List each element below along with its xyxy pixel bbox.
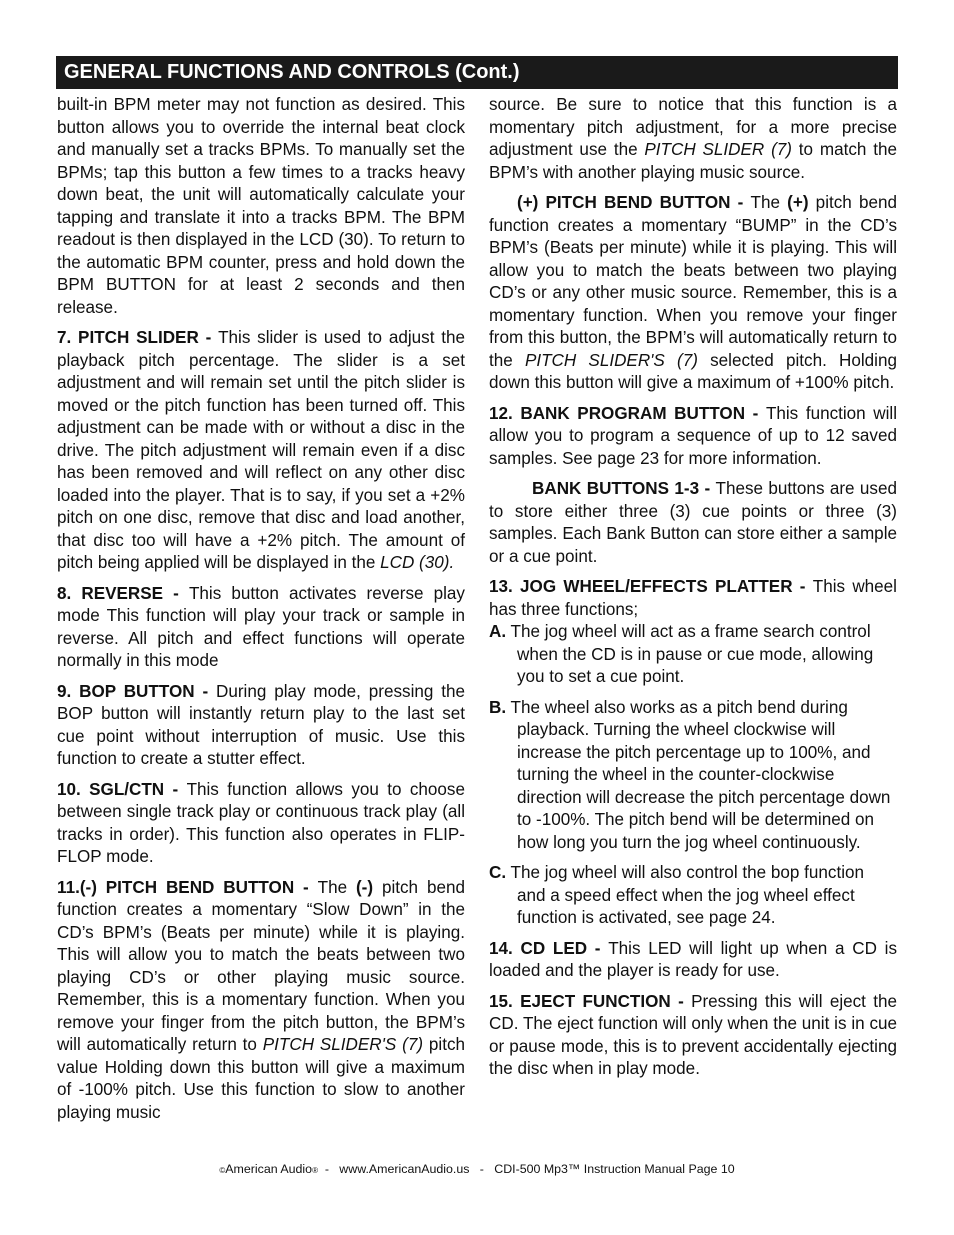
left-column	[57, 94, 465, 1132]
jog-wheel-heading: 13. JOG WHEEL/EFFECTS PLATTER -	[489, 577, 813, 596]
paragraph-reverse: 8. REVERSE - This button activates reverse play mode This function will play your track or sample in reverse. All pitch and effect functions will operate normally in this mode	[57, 583, 465, 670]
list-item: A. The jog wheel will act as a frame search control when the CD is in pause or cue mode, allowing you to set a cue point.	[489, 622, 874, 686]
sgl-ctn-heading: 10. SGL/CTN -	[57, 779, 187, 799]
eject-heading: 15. EJECT FUNCTION -	[489, 991, 692, 1011]
paragraph-plus-pitch-bend: (+) PITCH BEND BUTTON - The (+) pitch bend function creates a momentary “BUMP” in the CD’s BPM’s (Beats per minute) while it is playing. This will allow you to match the beats between two playing CD’s or any other music source. Remember, this is a momentary function. When you remove your finger from this button, the BPM’s will automatically return to the PITCH SLIDER'S (7) selected pitch. Holding down this button will give a maximum of +100% pitch.	[489, 193, 897, 392]
cd-led-heading: 14. CD LED -	[489, 938, 609, 958]
bank-buttons-heading: BANK BUTTONS 1-3 -	[532, 479, 716, 498]
copyright-symbol: ©	[219, 1166, 226, 1175]
paragraph-cd-led: 14. CD LED - This LED will light up when a CD is loaded and the player is ready for use.	[489, 938, 897, 980]
minus-pitch-bend-heading: 11.(-) PITCH BEND BUTTON -	[57, 877, 318, 897]
registered-symbol: ®	[312, 1166, 318, 1175]
paragraph-bop-button: 9. BOP BUTTON - During play mode, pressing the BOP button will instantly return play to the last set cue point without interruption of music. Use this function to create a stutter effect.	[57, 681, 465, 768]
paragraph-minus-pitch-bend: 11.(-) PITCH BEND BUTTON - The (-) pitch bend function creates a momentary “Slow Down” in the CD’s BPM’s (Beats per minute) while it is playing. This will allow you to match the beats between two playing CD’s or other playing music source. Remember, this is a momentary function. When you remove your finger from the pitch button, the BPM’s will automatically return to PITCH SLIDER'S (7) pitch value Holding down this button will give a maximum of -100% pitch. Use this function to slow to another playing music	[57, 877, 466, 1122]
paragraph-sgl-ctn: 10. SGL/CTN - This function allows you to choose between single track play or continuous track play (all tracks in order). This function also operates in FLIP-FLOP mode.	[57, 779, 465, 866]
page-footer	[0, 1162, 954, 1176]
footer-brand: American Audio	[225, 1162, 313, 1176]
list-item: C. The jog wheel will also control the bop function and a speed effect when the jog wheel effect function is activated, see page 24.	[489, 863, 865, 927]
footer-text: - www.AmericanAudio.us - CDI-500 Mp3™ Instruction Manual Page 10	[317, 1162, 735, 1176]
paragraph-eject: 15. EJECT FUNCTION - Pressing this will eject the CD. The eject function will only when the unit is in cue or pause mode, this is to prevent accidentally ejecting the disc when in play mode.	[489, 991, 897, 1078]
section-title: GENERAL FUNCTIONS AND CONTROLS (Cont.)	[64, 61, 520, 83]
reverse-heading: 8. REVERSE -	[57, 583, 189, 603]
section-header	[56, 56, 898, 89]
bank-program-heading: 12. BANK PROGRAM BUTTON -	[489, 403, 766, 423]
bop-button-heading: 9. BOP BUTTON -	[57, 681, 216, 701]
paragraph-continued: source. Be sure to notice that this function is a momentary pitch adjustment, for a more precise adjustment use the PITCH SLIDER (7) to match the BPM’s with another playing music source.	[489, 95, 897, 182]
right-column	[489, 94, 897, 1089]
paragraph-pitch-slider: 7. PITCH SLIDER - This slider is used to adjust the playback pitch percentage. The slider is a set adjustment and will remain set until the pitch slider is moved or the pitch function has been turned off. This adjustment can be made with or without a disc in the drive. The pitch adjustment will remain even if a disc has been removed and will reflect on any other disc loaded into the player. That is to say, if you set a +2% pitch on one disc, remove that disc and load another, that disc too will have a +2% pitch. The amount of pitch being applied will be displayed in the LCD (30).	[57, 328, 465, 572]
plus-pitch-bend-heading: (+) PITCH BEND BUTTON -	[517, 193, 751, 212]
paragraph-bank-program: 12. BANK PROGRAM BUTTON - This function will allow you to program a sequence of up to 12 saved samples. See page 23 for more information.	[489, 403, 898, 468]
paragraph-jog-wheel: 13. JOG WHEEL/EFFECTS PLATTER - This wheel has three functions;	[489, 577, 897, 619]
paragraph-bpm-intro: built-in BPM meter may not function as desired. This button allows you to override the internal beat clock and manually set a tracks BPMs. To manually set the BPMs; tap this button a few times to a tracks heavy down beat, the unit will automatically calculate your tapping and translate it into a tracks BPM. The BPM readout is then displayed in the LCD (30). To return to the automatic BPM counter, press and hold down the BPM BUTTON for at least 2 seconds and then release.	[57, 95, 465, 317]
paragraph-bank-buttons: BANK BUTTONS 1-3 - These buttons are used to store either three (3) cue points or three (3) samples. Each Bank Button can store either a sample or a cue point.	[489, 479, 897, 566]
pitch-slider-heading: 7. PITCH SLIDER -	[57, 328, 219, 347]
list-item: B. The wheel also works as a pitch bend during playback. Turning the wheel clockwise will increase the pitch percentage up to 100%, and turning the wheel in the counter-clockwise direction will decrease the pitch percentage down to -100%. The pitch bend will be determined on how long you turn the jog wheel continuously.	[489, 697, 891, 852]
